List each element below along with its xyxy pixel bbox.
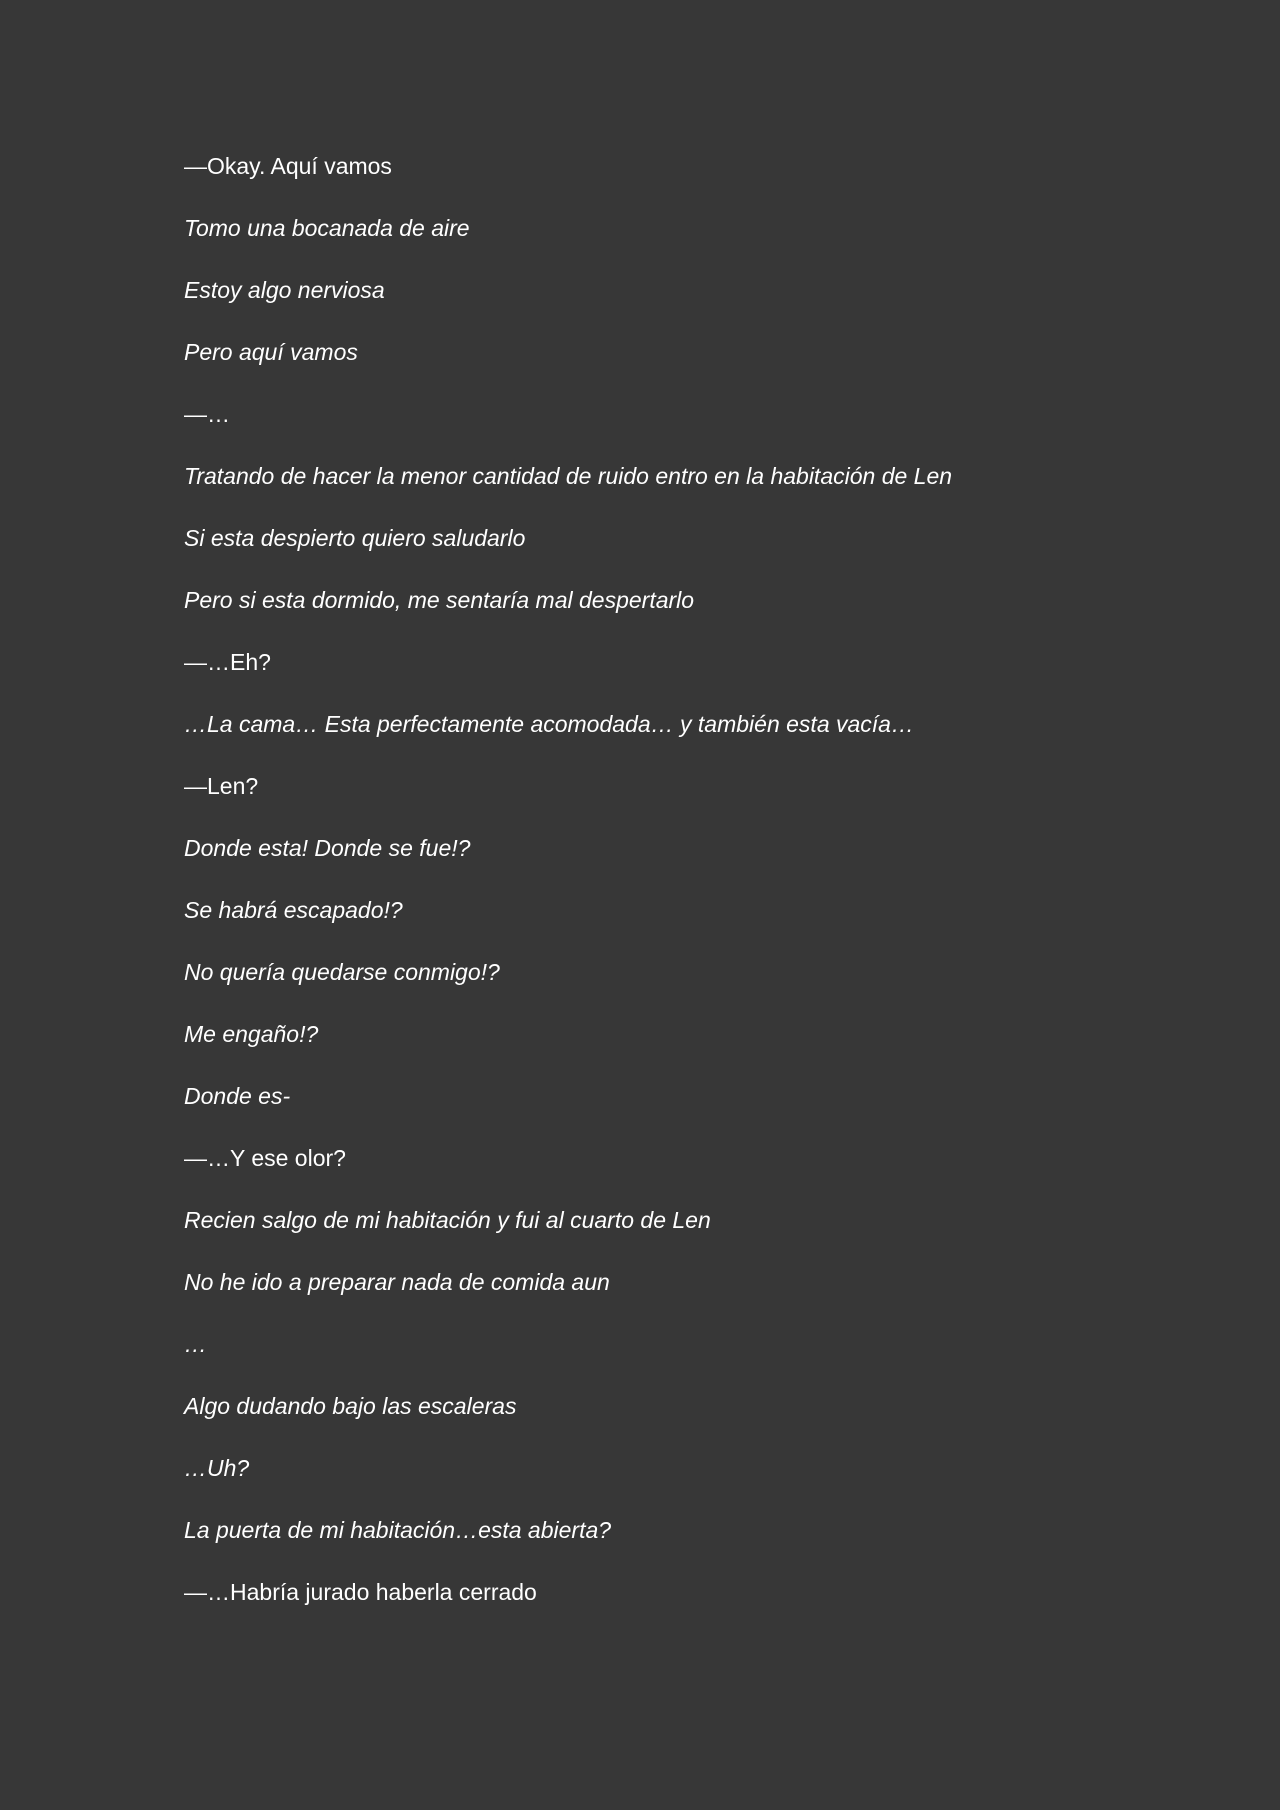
text-line: Estoy algo nerviosa [184, 277, 385, 303]
text-line: Algo dudando bajo las escaleras [184, 1393, 517, 1419]
text-line: —…Y ese olor? [184, 1145, 346, 1171]
text-line: —Len? [184, 773, 259, 799]
text-line: Donde esta! Donde se fue!? [184, 835, 471, 861]
text-line: Tomo una bocanada de aire [184, 215, 470, 241]
text-line: La puerta de mi habitación…esta abierta? [184, 1517, 612, 1543]
text-line: —…Habría jurado haberla cerrado [184, 1579, 537, 1605]
text-line: Me engaño!? [184, 1021, 319, 1047]
text-line: Si esta despierto quiero saludarlo [184, 525, 526, 551]
text-line: Donde es- [184, 1083, 291, 1109]
text-line: —…Eh? [184, 649, 271, 675]
text-line: Se habrá escapado!? [184, 897, 403, 923]
text-line: —Okay. Aquí vamos [184, 153, 392, 179]
text-line: No he ido a preparar nada de comida aun [184, 1269, 610, 1295]
text-line: Pero si esta dormido, me sentaría mal despertarlo [184, 587, 695, 613]
text-line: Tratando de hacer la menor cantidad de ruido entro en la habitación de Len [184, 463, 953, 489]
text-line: No quería quedarse conmigo!? [184, 959, 500, 985]
text-line: —… [184, 401, 230, 427]
text-line: Pero aquí vamos [184, 339, 358, 365]
text-line: …Uh? [184, 1455, 250, 1481]
text-line: Recien salgo de mi habitación y fui al cuarto de Len [184, 1207, 711, 1233]
text-line: …La cama… Esta perfectamente acomodada… y también esta vacía… [184, 711, 914, 737]
text-line: … [184, 1331, 207, 1357]
